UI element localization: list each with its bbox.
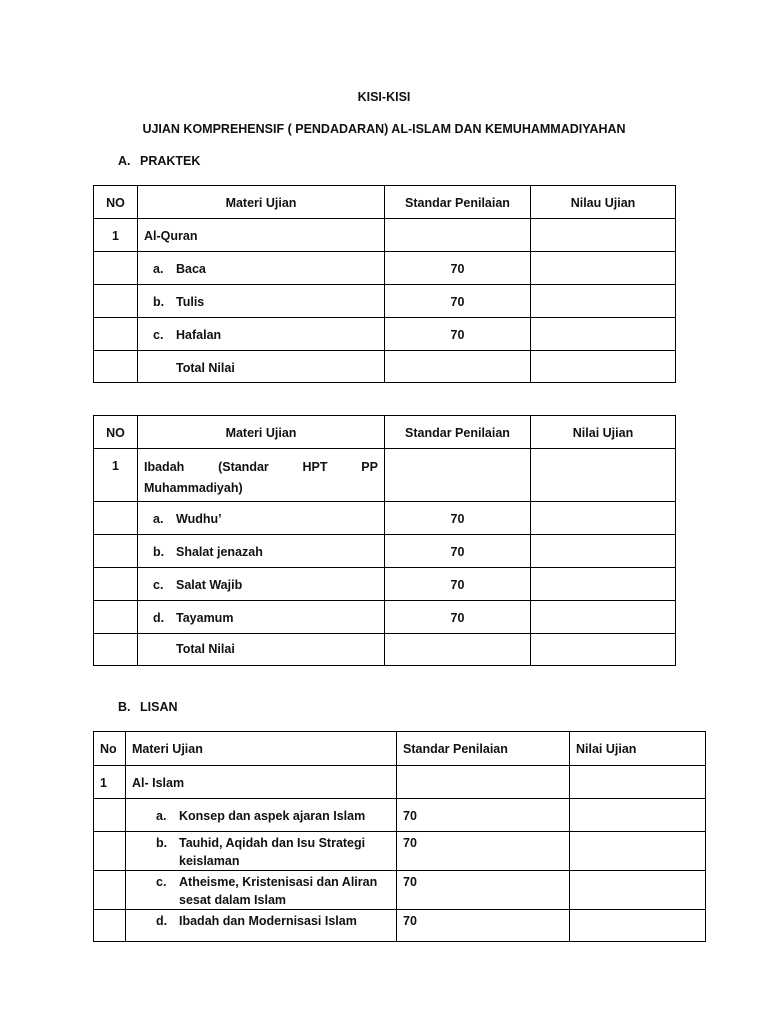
- item-label: Ibadah dan Modernisasi Islam: [179, 914, 357, 928]
- total-label: Total Nilai: [176, 642, 235, 656]
- table-row: [94, 502, 676, 535]
- header-no: NO: [106, 426, 125, 440]
- total-label: Total Nilai: [176, 361, 235, 375]
- item-score: 70: [403, 836, 417, 850]
- item-letter: a.: [153, 512, 164, 526]
- table-header-row: [94, 416, 676, 449]
- item-label: Hafalan: [176, 328, 222, 342]
- item-letter: a.: [153, 262, 164, 276]
- item-score: 70: [450, 545, 465, 559]
- table-row: [94, 910, 706, 942]
- item-score: 70: [450, 295, 465, 309]
- item-label: Tayamum: [176, 611, 234, 625]
- table-header-row: [94, 186, 676, 219]
- document-subtitle: UJIAN KOMPREHENSIF ( PENDADARAN) AL-ISLAM DAN KEMUHAMMADIYAHAN: [142, 122, 626, 136]
- table-row: [94, 535, 676, 568]
- item-letter: d.: [156, 914, 168, 928]
- item-score: 70: [450, 512, 465, 526]
- header-nilai: Nilai Ujian: [576, 742, 637, 756]
- table-row: [94, 449, 676, 502]
- item-label: Baca: [176, 262, 206, 276]
- row-no: 1: [112, 229, 119, 243]
- table-row: [94, 871, 706, 910]
- table-row: [94, 318, 676, 351]
- table-row: [94, 601, 676, 634]
- header-nilai: Nilau Ujian: [570, 196, 636, 210]
- header-standar: Standar Penilaian: [403, 742, 508, 756]
- topic-word: Ibadah: [144, 460, 185, 474]
- topic-word: PP: [361, 460, 378, 474]
- item-label: Atheisme, Kristenisasi dan Aliran: [179, 875, 378, 889]
- item-score: 70: [403, 914, 417, 928]
- topic-word: HPT: [302, 460, 328, 474]
- section-b-letter: B.: [118, 700, 131, 714]
- table-praktek-quran: [93, 185, 676, 383]
- item-label: Wudhu’: [176, 512, 222, 526]
- item-letter: b.: [153, 295, 165, 309]
- item-label: Tulis: [176, 295, 205, 309]
- row-no: 1: [100, 776, 107, 790]
- topic-line2: Muhammadiyah): [144, 481, 243, 495]
- item-letter: b.: [156, 836, 168, 850]
- item-score: 70: [403, 875, 417, 889]
- table-lisan: [93, 731, 706, 942]
- section-b-heading: [118, 700, 178, 714]
- item-letter: c.: [153, 578, 164, 592]
- topic-word: (Standar: [218, 460, 269, 474]
- item-label: Salat Wajib: [176, 578, 243, 592]
- item-letter: c.: [156, 875, 167, 889]
- item-letter: a.: [156, 809, 167, 823]
- item-label-line2: sesat dalam Islam: [179, 893, 287, 907]
- table-row: [94, 219, 676, 252]
- header-materi: Materi Ujian: [225, 196, 297, 210]
- item-score: 70: [450, 578, 465, 592]
- row-no: 1: [112, 459, 119, 473]
- topic-label: Al- Islam: [132, 776, 185, 790]
- document-title: KISI-KISI: [357, 90, 411, 104]
- section-b-label: LISAN: [140, 700, 178, 714]
- item-score: 70: [450, 328, 465, 342]
- item-letter: c.: [153, 328, 164, 342]
- item-label: Konsep dan aspek ajaran Islam: [179, 809, 366, 823]
- table-row: [94, 766, 706, 799]
- header-no: No: [100, 742, 117, 756]
- item-score: 70: [450, 611, 465, 625]
- item-letter: d.: [153, 611, 165, 625]
- table-total-row: [94, 634, 676, 666]
- header-standar: Standar Penilaian: [405, 426, 510, 440]
- table-row: [94, 832, 706, 871]
- topic-label: Al-Quran: [144, 229, 198, 243]
- item-score: 70: [403, 809, 417, 823]
- header-no: NO: [106, 196, 125, 210]
- table-praktek-ibadah: [93, 415, 676, 666]
- table-row: [94, 285, 676, 318]
- item-label: Shalat jenazah: [176, 545, 263, 559]
- table-header-row: [94, 732, 706, 766]
- header-materi: Materi Ujian: [132, 742, 203, 756]
- header-materi: Materi Ujian: [225, 426, 297, 440]
- item-label-line2: keislaman: [179, 854, 240, 868]
- item-label: Tauhid, Aqidah dan Isu Strategi: [179, 836, 366, 850]
- table-total-row: [94, 351, 676, 383]
- topic-label: [138, 449, 384, 499]
- section-a-label: PRAKTEK: [140, 154, 201, 168]
- header-nilai: Nilai Ujian: [572, 426, 634, 440]
- item-letter: b.: [153, 545, 165, 559]
- table-row: [94, 252, 676, 285]
- header-standar: Standar Penilaian: [405, 196, 510, 210]
- table-row: [94, 799, 706, 832]
- section-a-heading: [118, 154, 200, 168]
- table-row: [94, 568, 676, 601]
- section-a-letter: A.: [118, 154, 131, 168]
- item-score: 70: [450, 262, 465, 276]
